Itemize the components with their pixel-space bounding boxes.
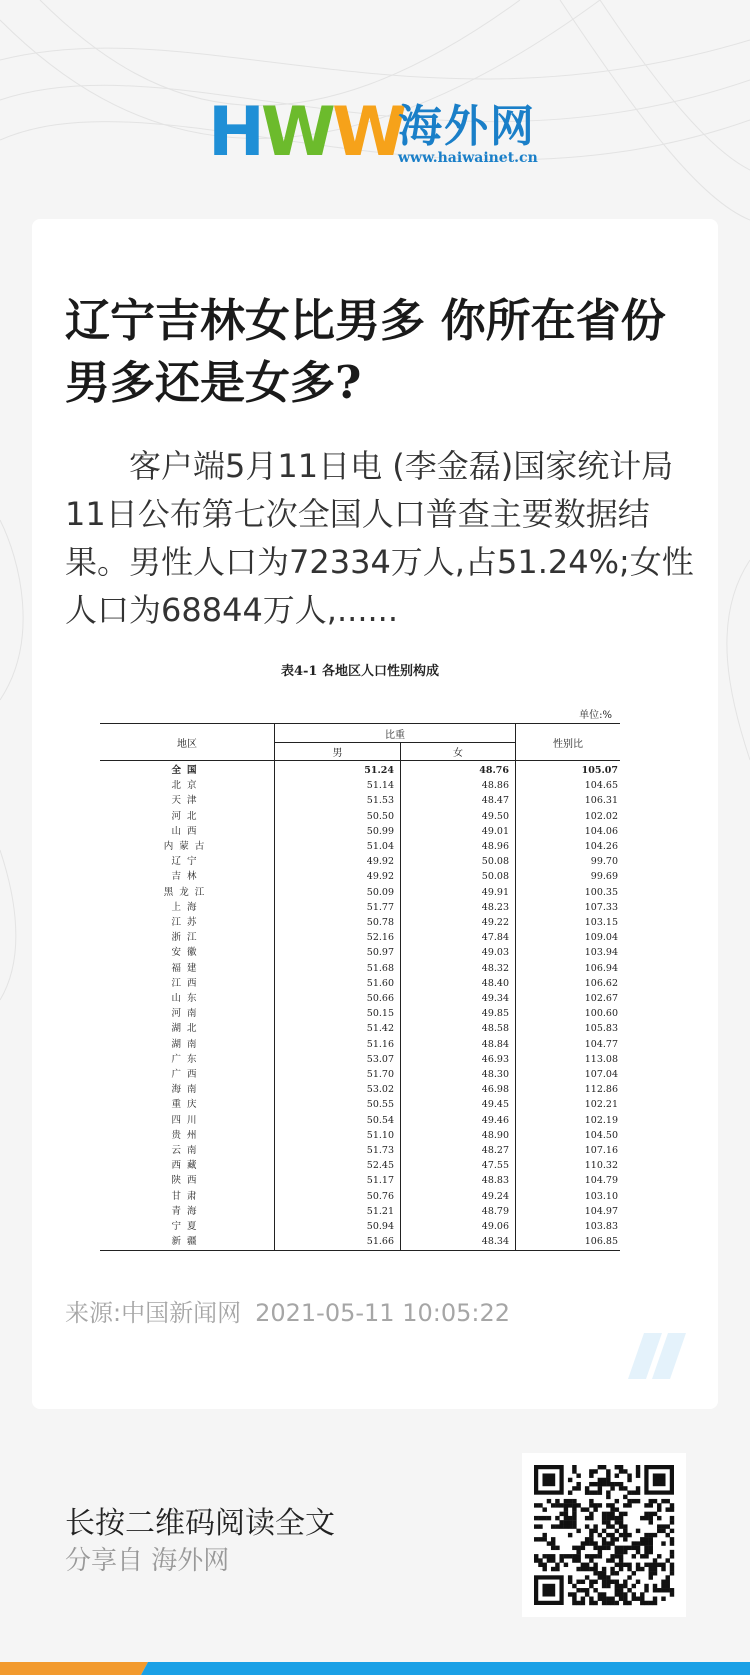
male-share-cell: 50.09 (275, 885, 401, 900)
female-share-cell: 49.34 (401, 991, 516, 1006)
sex-ratio-cell: 103.94 (584, 947, 618, 959)
region-cell: 福建 (100, 961, 275, 976)
sex-ratio-cell: 104.77 (584, 1038, 618, 1050)
table-row (100, 1143, 620, 1158)
male-share-cell: 52.16 (275, 930, 401, 945)
table-row (100, 839, 620, 854)
table-row (100, 1006, 620, 1021)
male-share-cell: 51.14 (275, 778, 401, 793)
logo-letter-w2: W (331, 93, 403, 172)
female-share-cell: 49.45 (401, 1097, 516, 1112)
region-cell: 贵州 (100, 1128, 275, 1143)
region-cell: 山西 (100, 824, 275, 839)
sex-ratio-cell: 106.94 (584, 962, 618, 974)
region-cell: 山东 (100, 991, 275, 1006)
male-share-cell: 50.76 (275, 1189, 401, 1204)
female-share-cell: 48.86 (401, 778, 516, 793)
table-row (100, 1082, 620, 1097)
qr-code[interactable] (522, 1453, 686, 1617)
sex-ratio-cell: 105.83 (584, 1023, 618, 1035)
female-share-cell: 49.91 (401, 885, 516, 900)
female-share-cell: 49.46 (401, 1113, 516, 1128)
table-row (100, 761, 620, 779)
table-row (100, 1067, 620, 1082)
table-row (100, 991, 620, 1006)
table-row (100, 1021, 620, 1036)
region-cell: 天津 (100, 793, 275, 808)
article-source (65, 1293, 510, 1328)
sex-ratio-cell: 100.35 (584, 886, 618, 898)
haiwainet-logo[interactable] (208, 93, 548, 172)
region-cell: 陕西 (100, 1173, 275, 1188)
male-share-cell: 50.54 (275, 1113, 401, 1128)
female-share-cell: 48.84 (401, 1037, 516, 1052)
female-share-cell: 48.76 (401, 761, 516, 779)
male-share-cell: 52.45 (275, 1158, 401, 1173)
male-share-cell: 51.42 (275, 1021, 401, 1036)
bottom-bar-orange (0, 1662, 148, 1675)
table-title: 表4-1 各地区人口性别构成 (280, 664, 439, 679)
male-share-cell: 51.24 (275, 761, 401, 779)
male-share-cell: 51.66 (275, 1234, 401, 1250)
male-share-cell: 50.50 (275, 809, 401, 824)
table-row (100, 1037, 620, 1052)
female-share-cell: 47.55 (401, 1158, 516, 1173)
table-row (100, 793, 620, 808)
table-row (100, 1173, 620, 1188)
sex-ratio-cell: 104.97 (584, 1205, 618, 1217)
population-sex-table (100, 723, 620, 1251)
sex-ratio-cell: 107.16 (584, 1145, 618, 1157)
region-cell: 安徽 (100, 945, 275, 960)
table-row (100, 1189, 620, 1204)
sex-ratio-cell: 104.50 (584, 1129, 618, 1141)
female-share-cell: 49.03 (401, 945, 516, 960)
table-row (100, 1097, 620, 1112)
male-share-cell: 50.94 (275, 1219, 401, 1234)
logo-cn-name: 海外网 (398, 101, 536, 152)
region-cell: 四川 (100, 1113, 275, 1128)
male-share-cell: 51.21 (275, 1204, 401, 1219)
female-share-cell: 48.30 (401, 1067, 516, 1082)
region-cell: 新疆 (100, 1234, 275, 1250)
table-body (100, 761, 620, 1251)
logo-letter-h: H (208, 93, 261, 172)
table-row (100, 885, 620, 900)
region-cell: 辽宁 (100, 854, 275, 869)
header-region: 地区 (100, 724, 275, 761)
logo-letters (208, 93, 403, 172)
region-cell: 重庆 (100, 1097, 275, 1112)
table-row (100, 869, 620, 884)
male-share-cell: 50.15 (275, 1006, 401, 1021)
sex-ratio-cell: 103.10 (584, 1190, 618, 1202)
female-share-cell: 46.93 (401, 1052, 516, 1067)
table-row (100, 961, 620, 976)
female-share-cell: 48.83 (401, 1173, 516, 1188)
female-share-cell: 48.34 (401, 1234, 516, 1250)
female-share-cell: 50.08 (401, 869, 516, 884)
region-cell: 湖北 (100, 1021, 275, 1036)
table-row (100, 824, 620, 839)
table-row (100, 1158, 620, 1173)
source-name: 来源:中国新闻网 (65, 1299, 242, 1327)
female-share-cell: 48.40 (401, 976, 516, 991)
table-row (100, 1128, 620, 1143)
sex-ratio-cell: 102.19 (584, 1114, 618, 1126)
region-cell: 江苏 (100, 915, 275, 930)
sex-ratio-cell: 102.67 (584, 993, 618, 1005)
sex-ratio-cell: 109.04 (584, 932, 618, 944)
region-cell: 内蒙古 (100, 839, 275, 854)
bottom-color-bar (0, 1662, 750, 1675)
sex-ratio-cell: 107.04 (584, 1069, 618, 1081)
sex-ratio-cell: 112.86 (584, 1084, 618, 1096)
publish-datetime: 2021-05-11 10:05:22 (255, 1299, 510, 1327)
male-share-cell: 50.99 (275, 824, 401, 839)
qr-code-icon (522, 1453, 686, 1617)
region-cell: 浙江 (100, 930, 275, 945)
region-cell: 黑龙江 (100, 885, 275, 900)
logo-url: www.haiwainet.cn (398, 150, 538, 166)
sex-ratio-cell: 113.08 (584, 1053, 618, 1065)
table-row (100, 1052, 620, 1067)
header-ratio-group: 比重 (275, 724, 516, 743)
male-share-cell: 51.16 (275, 1037, 401, 1052)
male-share-cell: 50.97 (275, 945, 401, 960)
share-from-text: 分享自 海外网 (65, 1546, 230, 1576)
female-share-cell: 48.79 (401, 1204, 516, 1219)
male-share-cell: 50.66 (275, 991, 401, 1006)
sex-ratio-cell: 100.60 (584, 1008, 618, 1020)
female-share-cell: 46.98 (401, 1082, 516, 1097)
sex-ratio-cell: 110.32 (584, 1160, 618, 1172)
table-row (100, 1113, 620, 1128)
region-cell: 甘肃 (100, 1189, 275, 1204)
female-share-cell: 49.06 (401, 1219, 516, 1234)
quote-mark-icon (628, 1333, 688, 1379)
region-cell: 上海 (100, 900, 275, 915)
table-row (100, 1204, 620, 1219)
region-cell: 宁夏 (100, 1219, 275, 1234)
sex-ratio-cell: 99.70 (590, 856, 618, 868)
table-unit: 单位:% (579, 710, 612, 721)
male-share-cell: 50.78 (275, 915, 401, 930)
sex-ratio-cell: 104.06 (584, 825, 618, 837)
female-share-cell: 48.96 (401, 839, 516, 854)
region-cell: 西藏 (100, 1158, 275, 1173)
region-cell: 河北 (100, 809, 275, 824)
article-summary: 客户端5月11日电 (李金磊)国家统计局11日公布第七次全国人口普查主要数据结果。男性人口为72334万人,占51.24%;女性人口为68844万人,...... (65, 447, 694, 629)
male-share-cell: 51.53 (275, 793, 401, 808)
region-cell: 吉林 (100, 869, 275, 884)
sex-ratio-cell: 103.15 (584, 917, 618, 929)
female-share-cell: 48.58 (401, 1021, 516, 1036)
female-share-cell: 48.90 (401, 1128, 516, 1143)
logo-letter-w1: W (260, 93, 332, 172)
sex-ratio-cell: 106.31 (584, 795, 618, 807)
region-cell: 青海 (100, 1204, 275, 1219)
sex-ratio-cell: 103.83 (584, 1221, 618, 1233)
male-share-cell: 53.07 (275, 1052, 401, 1067)
male-share-cell: 51.68 (275, 961, 401, 976)
female-share-cell: 48.47 (401, 793, 516, 808)
female-share-cell: 47.84 (401, 930, 516, 945)
header-female: 女 (401, 743, 516, 761)
female-share-cell: 50.08 (401, 854, 516, 869)
header-sex-ratio: 性别比 (516, 724, 621, 761)
region-cell: 海南 (100, 1082, 275, 1097)
region-cell: 江西 (100, 976, 275, 991)
male-share-cell: 51.10 (275, 1128, 401, 1143)
qr-cta-text: 长按二维码阅读全文 (65, 1506, 335, 1541)
header-male: 男 (275, 743, 401, 761)
sex-ratio-cell: 104.26 (584, 841, 618, 853)
table-row (100, 854, 620, 869)
sex-ratio-cell: 106.62 (584, 977, 618, 989)
region-cell: 湖南 (100, 1037, 275, 1052)
table-row (100, 930, 620, 945)
sex-ratio-cell: 102.21 (584, 1099, 618, 1111)
table-row (100, 809, 620, 824)
region-cell: 广西 (100, 1067, 275, 1082)
region-cell: 广东 (100, 1052, 275, 1067)
male-share-cell: 53.02 (275, 1082, 401, 1097)
table-row (100, 1219, 620, 1234)
bottom-bar-blue (141, 1662, 750, 1675)
female-share-cell: 49.01 (401, 824, 516, 839)
table-row (100, 915, 620, 930)
table-row (100, 1234, 620, 1250)
sex-ratio-cell: 106.85 (516, 1234, 621, 1250)
sex-ratio-cell: 105.07 (581, 765, 618, 776)
female-share-cell: 49.85 (401, 1006, 516, 1021)
male-share-cell: 51.60 (275, 976, 401, 991)
female-share-cell: 48.32 (401, 961, 516, 976)
sex-ratio-cell: 104.65 (584, 780, 618, 792)
region-cell: 河南 (100, 1006, 275, 1021)
male-share-cell: 51.77 (275, 900, 401, 915)
male-share-cell: 51.70 (275, 1067, 401, 1082)
region-cell: 全国 (100, 761, 275, 779)
article-title: 辽宁吉林女比男多 你所在省份男多还是女多? (65, 294, 666, 409)
table-row (100, 778, 620, 793)
table-row (100, 900, 620, 915)
female-share-cell: 48.27 (401, 1143, 516, 1158)
region-cell: 北京 (100, 778, 275, 793)
male-share-cell: 49.92 (275, 869, 401, 884)
sex-ratio-cell: 107.33 (584, 901, 618, 913)
male-share-cell: 51.17 (275, 1173, 401, 1188)
sex-ratio-cell: 99.69 (590, 871, 618, 883)
female-share-cell: 49.22 (401, 915, 516, 930)
region-cell: 云南 (100, 1143, 275, 1158)
table-row (100, 945, 620, 960)
female-share-cell: 49.50 (401, 809, 516, 824)
male-share-cell: 51.73 (275, 1143, 401, 1158)
sex-ratio-cell: 104.79 (584, 1175, 618, 1187)
sex-ratio-cell: 102.02 (584, 810, 618, 822)
male-share-cell: 50.55 (275, 1097, 401, 1112)
male-share-cell: 49.92 (275, 854, 401, 869)
female-share-cell: 48.23 (401, 900, 516, 915)
female-share-cell: 49.24 (401, 1189, 516, 1204)
table-row (100, 976, 620, 991)
male-share-cell: 51.04 (275, 839, 401, 854)
